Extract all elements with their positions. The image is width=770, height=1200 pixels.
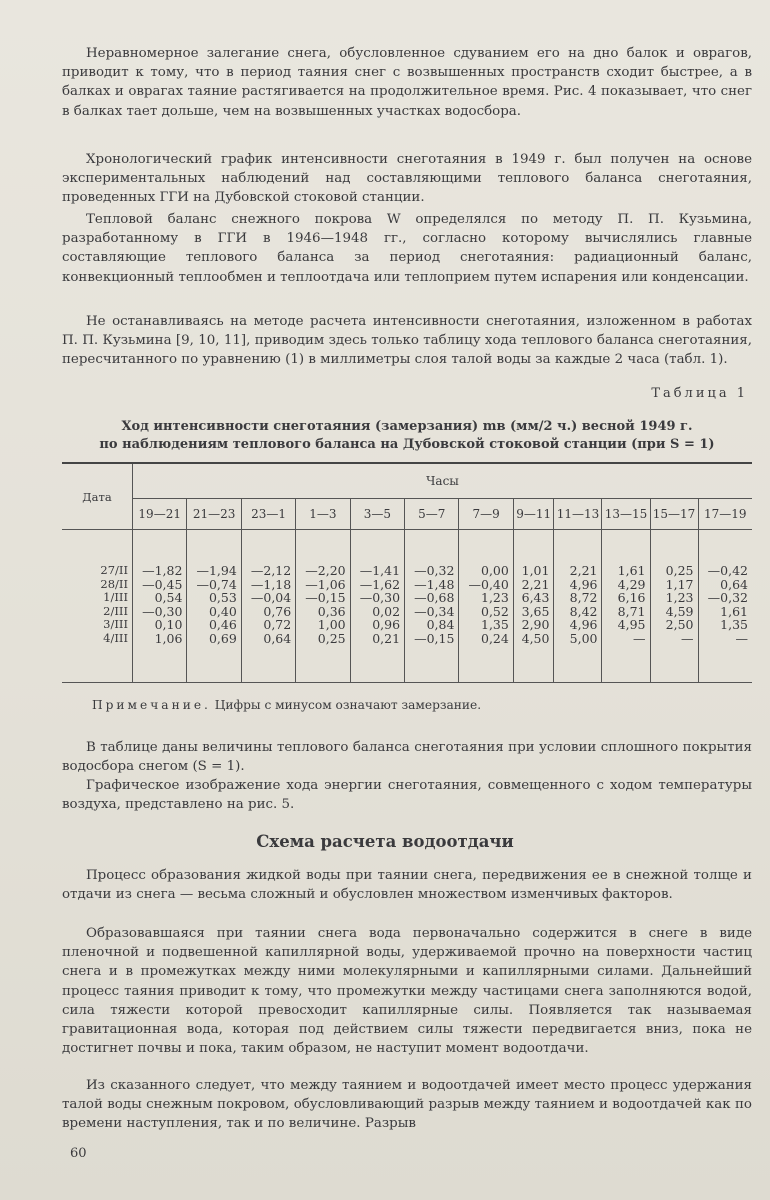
table-cell: 0,69 (187, 632, 241, 682)
table-cell: 0,21 (350, 632, 404, 682)
interval-header: 7—9 (459, 499, 513, 530)
table-cell: 1,61 (698, 605, 752, 619)
interval-header: 3—5 (350, 499, 404, 530)
table-cell: 4,59 (650, 605, 698, 619)
table-cell: —0,32 (698, 591, 752, 605)
note-text: Цифры с минусом означают замерзание. (214, 698, 482, 712)
table-cell: 0,36 (296, 605, 350, 619)
table-cell: 8,42 (554, 605, 602, 619)
page-number: 60 (70, 1146, 87, 1161)
table-cell: 4,95 (602, 618, 650, 632)
table-cell: —2,12 (241, 564, 295, 578)
paragraph-2: Хронологический график интенсивности снеготаяния в 1949 г. был получен на основе экспериментальных наблюдений над составляющими теплового баланса снеготаяния, проведенных ГГИ на Дубовской стоковой станции. (62, 152, 752, 206)
table-cell: — (698, 632, 752, 682)
table-cell: 4,96 (554, 578, 602, 592)
table-cell: —0,32 (405, 564, 459, 578)
table-row (62, 564, 752, 578)
paragraph-7: Процесс образования жидкой воды при таянии снега, передвижения ее в снежной толще и отдачи из снега — весьма сложный и обусловлен множеством изменчивых факторов. (62, 868, 752, 903)
hours-column-header: Часы (133, 463, 753, 499)
paragraph-4: Не останавливаясь на методе расчета интенсивности снеготаяния, изложенном в работах П. П. Кузьмина [9, 10, 11], приводим здесь только таблицу хода теплового баланса снеготаяния, пересчитанного по уравнению (1) в миллиметры слоя талой воды за каждые 2 часа (табл. 1). (62, 314, 752, 368)
table-cell: 3,65 (513, 605, 554, 619)
table-title (62, 418, 752, 454)
interval-header: 17—19 (698, 499, 752, 530)
table-cell: —0,15 (405, 632, 459, 682)
row-date: 2/III (62, 605, 133, 619)
interval-header: 15—17 (650, 499, 698, 530)
table-cell: 6,16 (602, 591, 650, 605)
table-cell: 4,29 (602, 578, 650, 592)
table-cell: 2,90 (513, 618, 554, 632)
table-cell: —0,74 (187, 578, 241, 592)
table-cell: 1,23 (650, 591, 698, 605)
table-cell: —1,06 (296, 578, 350, 592)
table-cell: —2,20 (296, 564, 350, 578)
row-date: 28/II (62, 578, 133, 592)
table-cell: 4,50 (513, 632, 554, 682)
table-cell: —1,18 (241, 578, 295, 592)
table-cell: —0,04 (241, 591, 295, 605)
paragraph-3: Тепловой баланс снежного покрова W определялся по методу П. П. Кузьмина, разработанному в ГГИ в 1946—1948 гг., согласно которому вычислялись главные составляющие теплового баланса за период снеготаяния: радиационный баланс, конвекционный теплообмен и теплоотдача или теплоприем путем испарения или конденсации. (62, 212, 752, 285)
table-cell: 0,02 (350, 605, 404, 619)
table-cell: 0,53 (187, 591, 241, 605)
note-label: Примечание. (92, 698, 211, 712)
table-cell: —1,41 (350, 564, 404, 578)
interval-header: 21—23 (187, 499, 241, 530)
table-cell: —0,34 (405, 605, 459, 619)
table-row (62, 605, 752, 619)
table-cell: 0,54 (133, 591, 187, 605)
interval-header: 11—13 (554, 499, 602, 530)
interval-header-row (62, 499, 752, 530)
row-date: 3/III (62, 618, 133, 632)
table-cell: 0,84 (405, 618, 459, 632)
table-title-line-1: Ход интенсивности снеготаяния (замерзания) mв (мм/2 ч.) весной 1949 г. (121, 419, 693, 434)
table-cell: —0,42 (698, 564, 752, 578)
table-cell: 2,21 (554, 564, 602, 578)
row-date: 1/III (62, 591, 133, 605)
table-row (62, 578, 752, 592)
table-cell: 0,52 (459, 605, 513, 619)
table-cell: —0,68 (405, 591, 459, 605)
table-cell: 0,25 (650, 564, 698, 578)
table-cell: —1,62 (350, 578, 404, 592)
table-cell: 5,00 (554, 632, 602, 682)
table-cell: —0,30 (350, 591, 404, 605)
table-cell: 1,23 (459, 591, 513, 605)
table-cell: 1,06 (133, 632, 187, 682)
table-cell: — (602, 632, 650, 682)
table-row (62, 632, 752, 682)
paragraph-9: Из сказанного следует, что между таянием и водоотдачей имеет место процесс удержания талой воды снежным покровом, обусловливающий разрыв между таянием и водоотдачей как по времени наступления, так и по величине. Разрыв (62, 1078, 752, 1132)
table-cell: 0,96 (350, 618, 404, 632)
table-cell: 6,43 (513, 591, 554, 605)
row-date: 4/III (62, 632, 133, 682)
table-cell: 1,35 (698, 618, 752, 632)
table-cell: 0,00 (459, 564, 513, 578)
table-cell: 4,96 (554, 618, 602, 632)
table-row (62, 591, 752, 605)
table-title-line-2: по наблюдениям теплового баланса на Дубовской стоковой станции (при S = 1) (99, 437, 715, 452)
table-cell: —1,82 (133, 564, 187, 578)
table-cell: 1,35 (459, 618, 513, 632)
table-cell: 0,76 (241, 605, 295, 619)
paragraph-1: Неравномерное залегание снега, обусловленное сдуванием его на дно балок и оврагов, приводит к тому, что в период таяния снег с возвышенных пространств сходит быстрее, а в балках и оврагах таяние растягивается на продолжительное время. Рис. 4 показывает, что снег в балках тает дольше, чем на возвышенных участках водосбора. (62, 46, 752, 119)
table-cell: — (650, 632, 698, 682)
interval-header: 19—21 (138, 507, 181, 521)
table-cell: —0,30 (133, 605, 187, 619)
table-cell: 1,17 (650, 578, 698, 592)
table-cell: 1,61 (602, 564, 650, 578)
table-cell: 0,40 (187, 605, 241, 619)
paragraph-8: Образовавшаяся при таянии снега вода первоначально содержится в снеге в виде пленочной и подвешенной капиллярной воды, удерживаемой прочно на поверхности частиц снега и в промежутках между ними молекулярными и капиллярными силами. Дальнейший процесс таяния приводит к тому, что промежутки между частицами снега заполняются водой, сила тяжести которой превосходит капиллярные силы. Появляется так называемая гравитационная вода, которая под действием силы тяжести передвигается вниз, пока не достигнет почвы и пока, таким образом, не наступит момент водоотдачи. (62, 926, 752, 1057)
date-column-header: Дата (62, 463, 133, 530)
table-cell: —1,94 (187, 564, 241, 578)
table-label: Таблица 1 (651, 386, 748, 401)
table-note (92, 698, 481, 712)
table-row (62, 618, 752, 632)
table-cell: 1,00 (296, 618, 350, 632)
paragraph-6: Графическое изображение хода энергии снеготаяния, совмещенного с ходом температуры воздуха, представлено на рис. 5. (62, 778, 752, 813)
row-date: 27/II (62, 564, 133, 578)
interval-header: 5—7 (405, 499, 459, 530)
table-cell: 2,50 (650, 618, 698, 632)
table-cell: 8,72 (554, 591, 602, 605)
interval-header: 13—15 (602, 499, 650, 530)
interval-header: 1—3 (296, 499, 350, 530)
data-table (62, 462, 752, 683)
table-cell: 2,21 (513, 578, 554, 592)
table-cell: —0,40 (459, 578, 513, 592)
table-cell: 1,01 (513, 564, 554, 578)
table-cell: 0,10 (133, 618, 187, 632)
table-cell: 0,64 (241, 632, 295, 682)
table-cell: —0,15 (296, 591, 350, 605)
table-cell: 0,24 (459, 632, 513, 682)
table-cell: —1,48 (405, 578, 459, 592)
table-cell: 8,71 (602, 605, 650, 619)
table-cell: 0,46 (187, 618, 241, 632)
table-body (62, 530, 752, 683)
interval-header: 23—1 (241, 499, 295, 530)
interval-header: 9—11 (513, 499, 554, 530)
paragraph-5: В таблице даны величины теплового баланса снеготаяния при условии сплошного покрытия водосбора снегом (S = 1). (62, 740, 752, 775)
section-heading: Схема расчета водоотдачи (256, 832, 514, 851)
table-cell: 0,64 (698, 578, 752, 592)
table-cell: —0,45 (133, 578, 187, 592)
table-cell: 0,72 (241, 618, 295, 632)
table-cell: 0,25 (296, 632, 350, 682)
